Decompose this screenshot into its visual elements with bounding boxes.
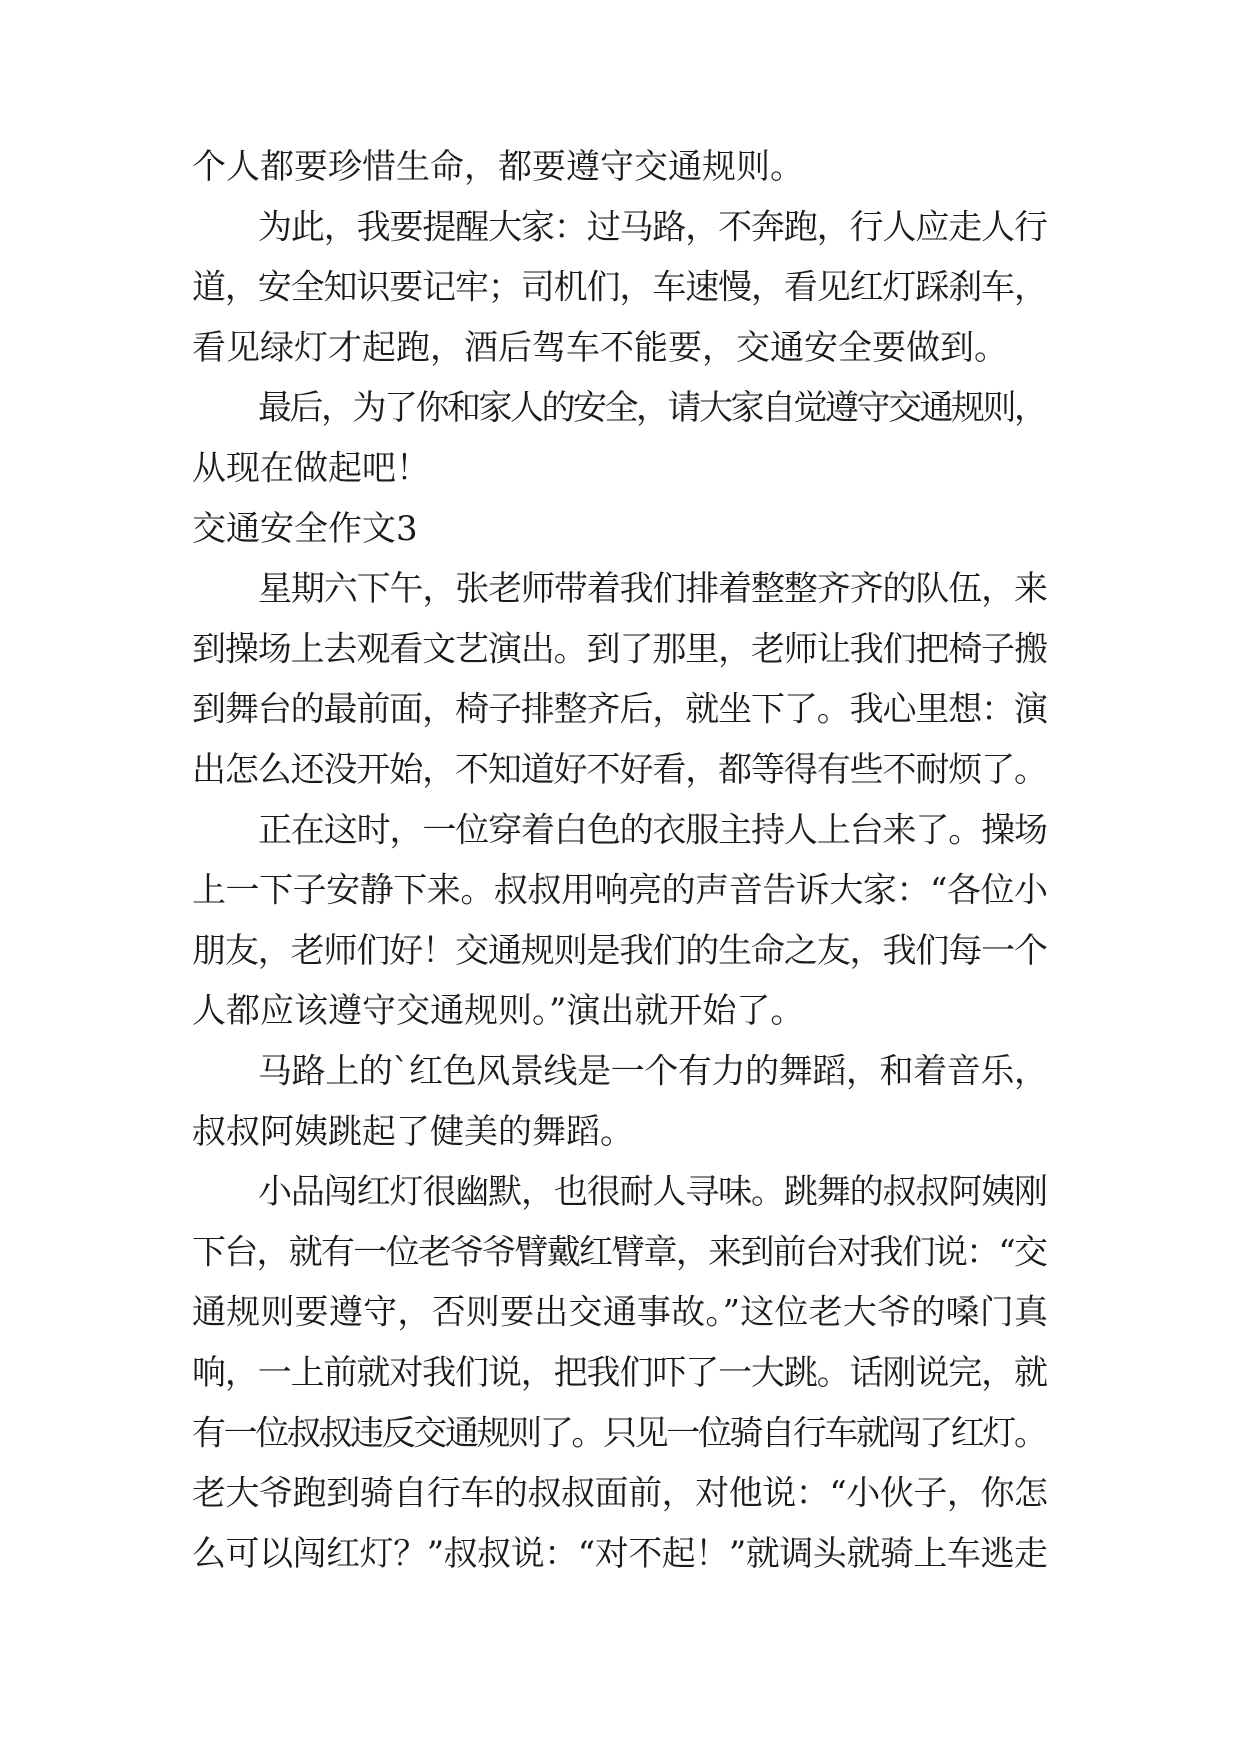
text-line: 小品闯红灯很幽默，也很耐人寻味。跳舞的叔叔阿姨刚 (258, 1172, 1048, 1213)
text-line: 马路上的`红色风景线是一个有力的舞蹈，和着音乐， (258, 1051, 1048, 1092)
section-heading: 交通安全作文3 (192, 508, 418, 549)
text-line: 星期六下午，张老师带着我们排着整整齐齐的队伍，来 (258, 569, 1048, 610)
text-line: 个人都要珍惜生命，都要遵守交通规则。 (192, 147, 804, 187)
text-line: 到舞台的最前面，椅子排整齐后，就坐下了。我心里想：演 (192, 689, 1048, 730)
text-line: 老大爷跑到骑自行车的叔叔面前，对他说：“小伙子，你怎 (192, 1473, 1048, 1514)
text-line: 响，一上前就对我们说，把我们吓了一大跳。话刚说完，就 (192, 1353, 1048, 1393)
text-line: 人都应该遵守交通规则。”演出就开始了。 (192, 991, 805, 1032)
text-line: 从现在做起吧！ (192, 448, 430, 489)
text-line: 上一下子安静下来。叔叔用响亮的声音告诉大家：“各位小 (192, 870, 1048, 911)
text-line: 叔叔阿姨跳起了健美的舞蹈。 (192, 1111, 634, 1152)
text-line: 正在这时，一位穿着白色的衣服主持人上台来了。操场 (258, 810, 1048, 851)
text-line: 么可以闯红灯？”叔叔说：“对不起！”就调头就骑上车逃走 (192, 1533, 1048, 1574)
text-line: 通规则要遵守，否则要出交通事故。”这位老大爷的嗓门真 (192, 1292, 1048, 1333)
text-line: 道，安全知识要记牢；司机们，车速慢，看见红灯踩刹车， (192, 267, 1048, 308)
text-line: 下台，就有一位老爷爷臂戴红臂章，来到前台对我们说：“交 (192, 1232, 1048, 1273)
text-line: 最后，为了你和家人的安全，请大家自觉遵守交通规则， (258, 388, 1048, 429)
text-line: 为此，我要提醒大家：过马路，不奔跑，行人应走人行 (258, 207, 1048, 248)
text-line: 有一位叔叔违反交通规则了。只见一位骑自行车就闯了红灯。 (192, 1413, 1048, 1454)
text-line: 到操场上去观看文艺演出。到了那里，老师让我们把椅子搬 (192, 629, 1048, 670)
text-line: 看见绿灯才起跑，酒后驾车不能要，交通安全要做到。 (192, 327, 1008, 368)
text-line: 朋友，老师们好！交通规则是我们的生命之友，我们每一个 (192, 930, 1048, 971)
text-line: 出怎么还没开始，不知道好不好看，都等得有些不耐烦了。 (192, 750, 1048, 790)
